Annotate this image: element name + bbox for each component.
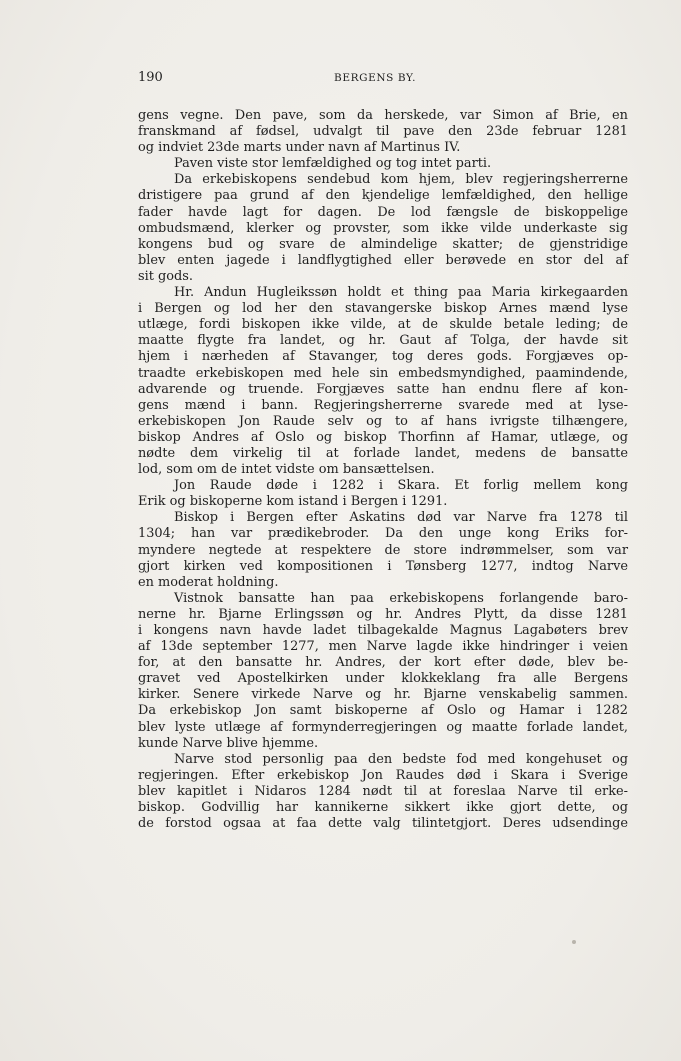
- text-line: i kongens navn havde ladet tilbagekalde Magnus Lagabøters brev: [138, 623, 628, 638]
- text-line: sit gods.: [138, 268, 193, 284]
- text-line: Hr. Andun Hugleikssøn holdt et thing paa Maria kirkegaarden: [174, 285, 628, 301]
- text-line: gens vegne. Den pave, som da herskede, var Simon af Brie, en: [138, 108, 628, 123]
- text-line: blev enten jagede i landflygtighed eller berøvede en stor del af: [138, 252, 628, 268]
- text-line: kongens bud og svare de almindelige skatter; de gjenstridige: [138, 236, 628, 252]
- text-line: gjort kirken ved kompositionen i Tønsberg 1277, indtog Narve: [138, 558, 628, 574]
- text-line: myndere negtede at respektere de store indrømmelser, som var: [138, 542, 628, 558]
- text-line: utlæge, fordi biskopen ikke vilde, at de skulde betale leding; de: [138, 317, 628, 333]
- text-line: franskmand af fødsel, udvalgt til pave den 23de februar 1281: [138, 124, 628, 140]
- text-line: fader havde lagt for dagen. De lod fængsle de biskoppelige: [138, 204, 628, 220]
- text-line: 1304; han var prædikebroder. Da den unge kong Eriks for-: [138, 526, 628, 542]
- text-line: de forstod ogsaa at faa dette valg tilintetgjort. Deres udsendinge: [138, 816, 628, 832]
- text-line: Narve stod personlig paa den bedste fod med kongehuset og: [174, 751, 628, 767]
- text-line: dristigere paa grund af den kjendelige lemfældighed, den hellige: [138, 188, 628, 204]
- text-line: Paven viste stor lemfældighed og tog intet parti.: [174, 156, 492, 172]
- text-line: for, at den bansatte hr. Andres, der kort efter døde, blev be-: [138, 655, 628, 671]
- text-line: maatte flygte fra landet, og hr. Gaut af Tolga, der havde sit: [138, 333, 628, 349]
- text-line: gravet ved Apostelkirken under klokkeklang fra alle Bergens: [138, 671, 628, 687]
- page-number: 190: [138, 70, 163, 85]
- text-line: kirker. Senere virkede Narve og hr. Bjarne venskabelig sammen.: [138, 687, 628, 703]
- text-line: erkebiskopen Jon Raude selv og to af hans ivrigste tilhængere,: [138, 413, 628, 429]
- text-line: hjem i nærheden af Stavanger, tog deres gods. Forgjæves op-: [138, 349, 628, 365]
- text-line: en moderat holdning.: [138, 574, 279, 590]
- text-line: nerne hr. Bjarne Erlingssøn og hr. Andres Plytt, da disse 1281: [138, 606, 628, 622]
- text-line: traadte erkebiskopen med hele sin embedsmyndighed, paamindende,: [138, 365, 628, 381]
- text-line: Biskop i Bergen efter Askatins død var Narve fra 1278 til: [174, 510, 628, 526]
- text-line: biskop Andres af Oslo og biskop Thorfinn af Hamar, utlæge, og: [138, 429, 628, 445]
- text-line: advarende og truende. Forgjæves satte han endnu flere af kon-: [138, 381, 628, 397]
- body-text: [138, 108, 628, 832]
- text-line: lod, som om de intet vidste om bansættelsen.: [138, 462, 435, 478]
- text-line: Erik og biskoperne kom istand i Bergen i 1291.: [138, 494, 448, 510]
- text-line: og indviet 23de marts under navn af Martinus IV.: [138, 140, 461, 156]
- text-line: Vistnok bansatte han paa erkebiskopens forlangende baro-: [174, 590, 628, 606]
- running-title: BERGENS BY.: [334, 72, 417, 84]
- text-line: Da erkebiskop Jon samt biskoperne af Oslo og Hamar i 1282: [138, 703, 628, 719]
- paper-speck: [572, 940, 576, 944]
- text-line: regjeringen. Efter erkebiskop Jon Raudes død i Skara i Sverige: [138, 767, 628, 783]
- text-line: biskop. Godvillig har kannikerne sikkert ikke gjort dette, og: [138, 800, 628, 816]
- text-line: blev lyste utlæge af formynderregjeringen og maatte forlade landet,: [138, 719, 628, 735]
- text-line: i Bergen og lod her den stavangerske biskop Arnes mænd lyse: [138, 301, 628, 317]
- text-line: ombudsmænd, klerker og provster, som ikke vilde underkaste sig: [138, 220, 628, 236]
- text-line: af 13de september 1277, men Narve lagde ikke hindringer i veien: [138, 639, 628, 655]
- text-line: Jon Raude døde i 1282 i Skara. Et forlig mellem kong: [174, 478, 628, 494]
- text-line: kunde Narve blive hjemme.: [138, 735, 319, 751]
- text-line: Da erkebiskopens sendebud kom hjem, blev regjeringsherrerne: [174, 172, 628, 188]
- page-header: [138, 70, 628, 90]
- text-line: gens mænd i bann. Regjeringsherrerne svarede med at lyse-: [138, 397, 628, 413]
- text-line: nødte dem virkelig til at forlade landet, medens de bansatte: [138, 445, 628, 461]
- text-line: blev kapitlet i Nidaros 1284 nødt til at foreslaa Narve til erke-: [138, 783, 628, 799]
